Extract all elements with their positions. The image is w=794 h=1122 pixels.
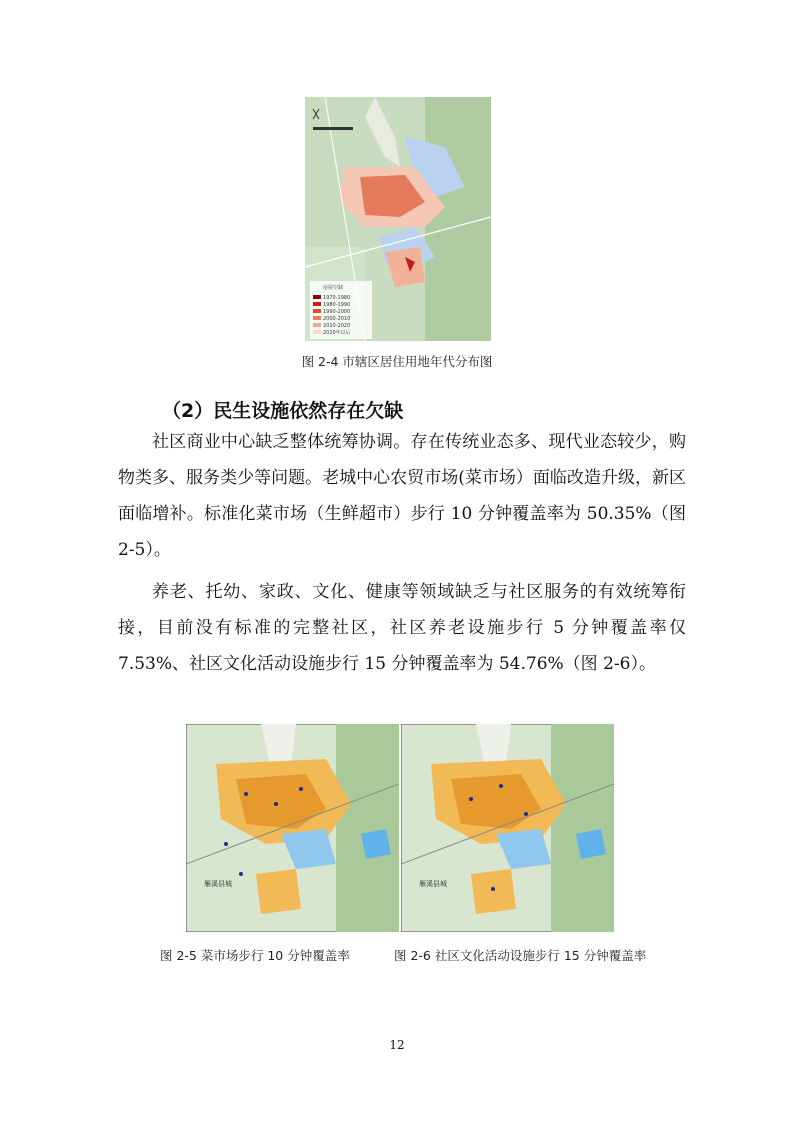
section-heading: （2）民生设施依然存在欠缺 [162,400,404,422]
residential-land-age-map [305,97,491,341]
legend-label: 1990-2000 [323,309,351,315]
culture-facility-coverage-map [401,724,614,932]
legend-label: 2000-2010 [323,316,351,322]
legend-label: 2010-2020 [323,323,351,329]
map-place-label: 雁溪县城 [204,880,232,888]
map-legend [310,281,372,339]
map-place-label: 雁溪县城 [419,880,447,888]
legend-label: 2020年以后 [323,330,351,336]
market-coverage-map [186,724,399,932]
legend-label: 1970-1980 [323,295,351,301]
paragraph: 养老、托幼、家政、文化、健康等领域缺乏与社区服务的有效统筹衔接，目前没有标准的完整社区，社区养老设施步行 5 分钟覆盖率仅 7.53%、社区文化活动设施步行 15 分钟覆盖率为 54.76%（图 2-6）。 [118,582,686,674]
legend-title: 房屋空缺 [323,285,344,291]
figure-caption: 图 2-4 市辖区居住用地年代分布图 [301,354,493,369]
paragraph: 社区商业中心缺乏整体统筹协调。存在传统业态多、现代业态较少，购物类多、服务类少等问题。老城中心农贸市场(菜市场）面临改造升级，新区面临增补。标准化菜市场（生鲜超市）步行 10 分钟覆盖率为 50.35%（图 2-5）。 [118,432,686,560]
figure-caption: 图 2-6 社区文化活动设施步行 15 分钟覆盖率 [394,948,647,963]
page-number: 12 [389,1038,405,1052]
figure-caption: 图 2-5 菜市场步行 10 分钟覆盖率 [160,948,350,963]
legend-label: 1980-1990 [323,302,351,308]
